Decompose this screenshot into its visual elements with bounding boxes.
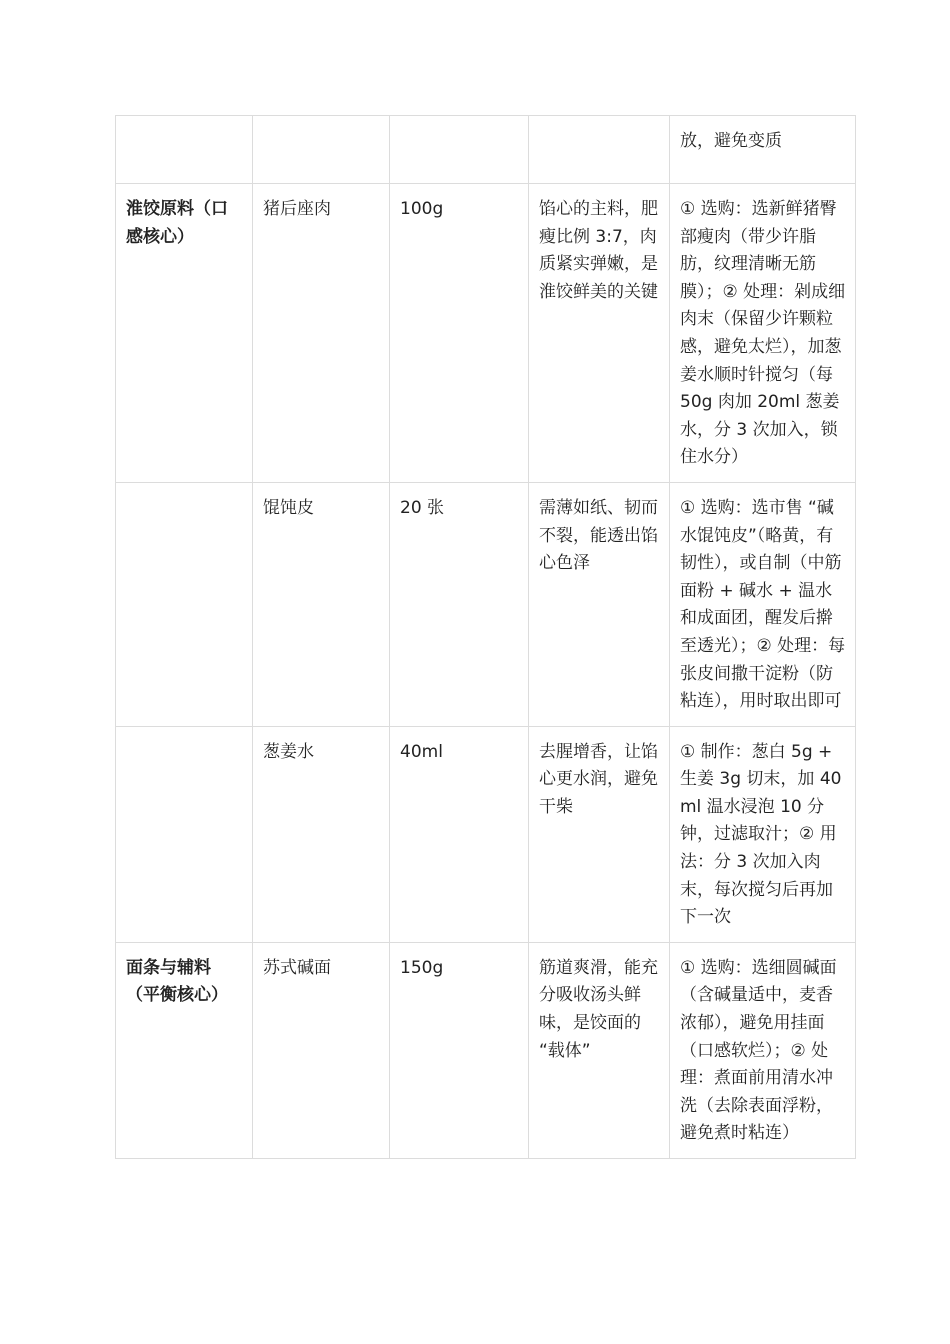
table-row <box>116 184 856 483</box>
table-row <box>116 482 856 726</box>
ingredients-table <box>115 115 856 1159</box>
category-cell <box>116 116 253 184</box>
item-cell: 猪后座肉 <box>253 184 390 483</box>
category-cell <box>116 482 253 726</box>
role-cell: 馅心的主料，肥瘦比例 3:7，肉质紧实弹嫩，是淮饺鲜美的关键 <box>529 184 670 483</box>
role-cell: 筋道爽滑，能充分吸收汤头鲜味，是饺面的 “载体” <box>529 942 670 1158</box>
table-row <box>116 942 856 1158</box>
amount-cell: 40ml <box>390 726 529 942</box>
amount-cell: 100g <box>390 184 529 483</box>
item-cell: 苏式碱面 <box>253 942 390 1158</box>
role-cell: 去腥增香，让馅心更水润，避免干柴 <box>529 726 670 942</box>
method-cell: ① 制作：葱白 5g + 生姜 3g 切末，加 40ml 温水浸泡 10 分钟，过滤取汁；② 用法：分 3 次加入肉末，每次搅匀后再加下一次 <box>670 726 856 942</box>
table-row <box>116 116 856 184</box>
role-cell <box>529 116 670 184</box>
item-cell: 馄饨皮 <box>253 482 390 726</box>
amount-cell <box>390 116 529 184</box>
table-row <box>116 726 856 942</box>
method-cell: 放，避免变质 <box>670 116 856 184</box>
category-cell: 面条与辅料（平衡核心） <box>116 942 253 1158</box>
method-cell: ① 选购：选新鲜猪臀部瘦肉（带少许脂肪，纹理清晰无筋膜）；② 处理：剁成细肉末（保留少许颗粒感，避免太烂），加葱姜水顺时针搅匀（每 50g 肉加 20ml 葱姜水，分 3 次加入，锁住水分） <box>670 184 856 483</box>
category-cell: 淮饺原料（口感核心） <box>116 184 253 483</box>
amount-cell: 150g <box>390 942 529 1158</box>
amount-cell: 20 张 <box>390 482 529 726</box>
item-cell: 葱姜水 <box>253 726 390 942</box>
method-cell: ① 选购：选市售 “碱水馄饨皮”（略黄，有韧性），或自制（中筋面粉 + 碱水 + 温水和成面团，醒发后擀至透光）；② 处理：每张皮间撒干淀粉（防粘连），用时取出即可 <box>670 482 856 726</box>
item-cell <box>253 116 390 184</box>
method-cell: ① 选购：选细圆碱面（含碱量适中，麦香浓郁），避免用挂面（口感软烂）；② 处理：煮面前用清水冲洗（去除表面浮粉，避免煮时粘连） <box>670 942 856 1158</box>
category-cell <box>116 726 253 942</box>
role-cell: 需薄如纸、韧而不裂，能透出馅心色泽 <box>529 482 670 726</box>
